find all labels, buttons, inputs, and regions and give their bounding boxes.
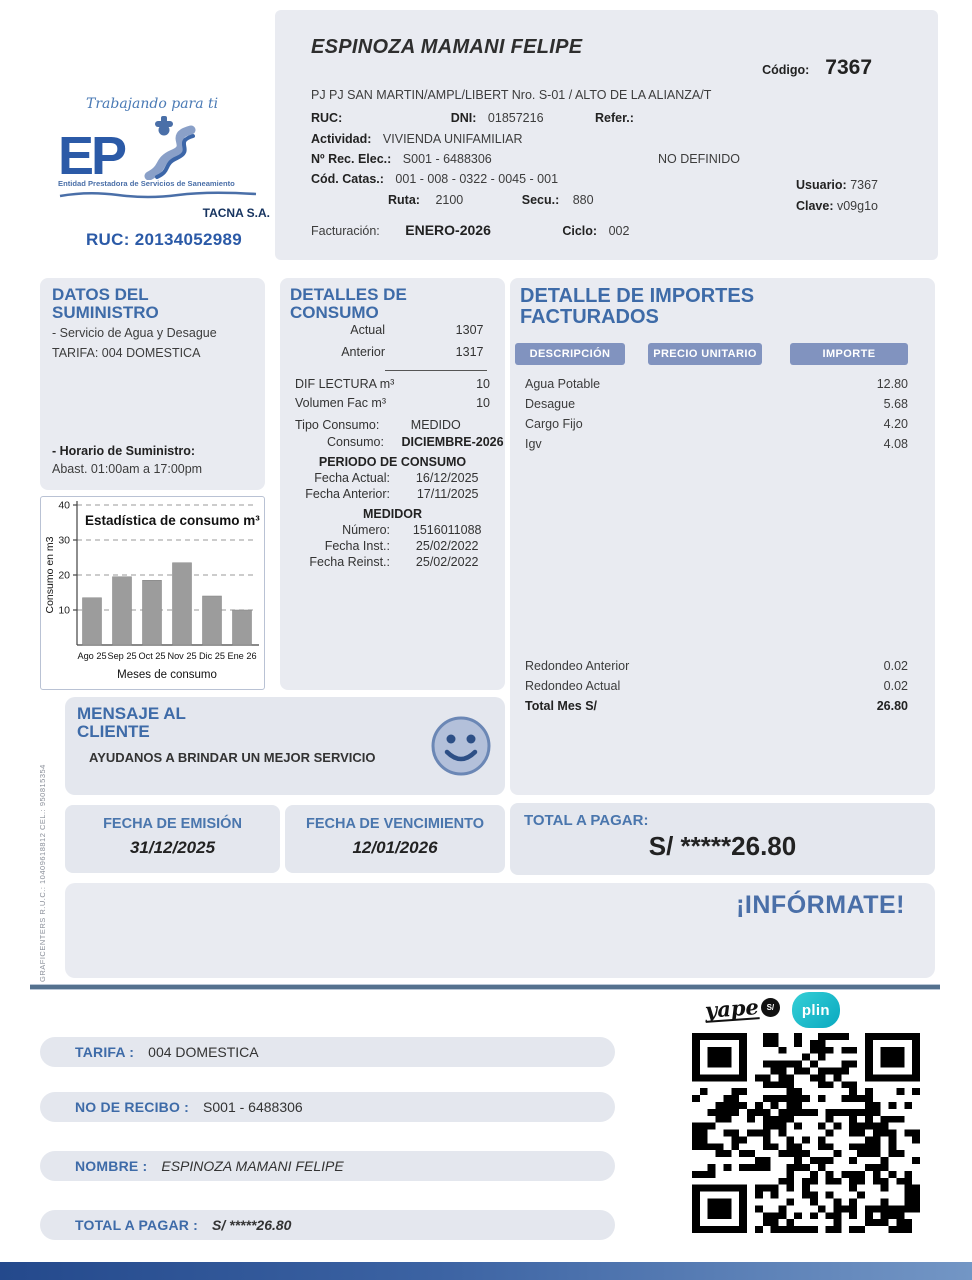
charges-title: DETALLE DE IMPORTES FACTURADOS <box>520 285 755 328</box>
svg-text:Dic 25: Dic 25 <box>198 651 226 661</box>
dni-value: 01857216 <box>487 111 544 125</box>
section-divider <box>30 984 940 990</box>
actividad-row <box>311 132 523 146</box>
smiley-icon <box>429 714 493 778</box>
consumo-value: DICIEMBRE-2026 <box>401 435 504 449</box>
rec-elec-value: S001 - 6488306 <box>402 152 492 166</box>
logo-wave-icon <box>58 191 258 201</box>
ciclo-value: 002 <box>608 224 630 238</box>
supply-schedule-label: - Horario de Suministro: <box>52 444 196 458</box>
usuario-row <box>796 178 878 192</box>
bottom-accent-bar <box>0 1262 972 1280</box>
svg-text:30: 30 <box>58 534 70 547</box>
charge-item-row <box>510 434 935 454</box>
logo-subtitle: Entidad Prestadora de Servicios de Saneamiento <box>58 179 235 188</box>
due-date-value: 12/01/2026 <box>352 838 438 857</box>
customer-name: ESPINOZA MAMANI FELIPE <box>311 36 583 58</box>
due-date-label: FECHA DE VENCIMIENTO <box>305 816 485 832</box>
column-header-importe: IMPORTE <box>790 343 908 365</box>
inst-label: Fecha Inst.: <box>324 539 390 553</box>
footer-row-value: S/ *****26.80 <box>212 1217 292 1233</box>
charge-name: Redondeo Actual <box>525 679 621 693</box>
actividad-value: VIVIENDA UNIFAMILIAR <box>382 132 523 146</box>
periodo-title: PERIODO DE CONSUMO <box>318 455 467 469</box>
emission-date-panel <box>65 805 280 873</box>
charge-amount: 4.08 <box>883 437 908 451</box>
total-due-label: TOTAL A PAGAR: <box>524 812 649 829</box>
clave-value: v09g1o <box>836 199 878 213</box>
message-title: MENSAJE AL CLIENTE <box>77 704 186 741</box>
logo-river-faucet-icon <box>124 114 200 180</box>
emission-date-value: 31/12/2025 <box>129 838 216 857</box>
usuario-value: 7367 <box>850 178 878 192</box>
svg-text:Ago 25: Ago 25 <box>77 651 107 661</box>
consumption-chart <box>40 496 265 690</box>
svg-text:Oct 25: Oct 25 <box>138 651 166 661</box>
total-due-panel <box>510 803 935 875</box>
facturacion-value: ENERO-2026 <box>405 222 491 238</box>
supply-title: DATOS DEL SUMINISTRO <box>52 285 159 322</box>
refer-label: Refer.: <box>595 111 634 125</box>
footer-row-total-a-pagar <box>40 1210 615 1240</box>
fecha-actual-value: 16/12/2025 <box>415 471 479 485</box>
supply-panel <box>40 278 265 490</box>
footer-row-value: 004 DOMESTICA <box>148 1044 259 1060</box>
consumo-label: Consumo: <box>327 435 384 449</box>
payment-logos <box>705 992 840 1028</box>
codigo-block <box>762 56 872 80</box>
total-mes-value: 26.80 <box>876 699 908 713</box>
fecha-anterior-value: 17/11/2025 <box>416 487 479 501</box>
svg-text:Ene 26: Ene 26 <box>227 651 257 661</box>
charge-name: Agua Potable <box>525 377 601 391</box>
charge-amount: 0.02 <box>883 679 908 693</box>
charge-item-row <box>510 394 935 414</box>
actividad-label: Actividad: <box>311 132 372 146</box>
no-definido: NO DEFINIDO <box>658 152 740 166</box>
svg-text:40: 40 <box>58 499 70 512</box>
dni-label: DNI: <box>450 111 477 125</box>
charge-item-row <box>510 374 935 394</box>
actual-value: 1307 <box>455 323 484 337</box>
company-ruc: RUC: 20134052989 <box>85 230 242 250</box>
codigo-value: 7367 <box>825 56 872 79</box>
total-mes-label: Total Mes S/ <box>525 699 598 713</box>
actual-label: Actual <box>350 323 385 337</box>
anterior-value: 1317 <box>455 345 484 359</box>
footer-row-no-de-recibo <box>40 1092 615 1122</box>
svg-text:Sep 25: Sep 25 <box>107 651 137 661</box>
message-panel <box>65 697 505 795</box>
consumption-title: DETALLES DE CONSUMO <box>290 285 407 322</box>
emission-date-label: FECHA DE EMISIÓN <box>103 816 242 832</box>
catas-label: Cód. Catas.: <box>311 172 384 186</box>
reinst-label: Fecha Reinst.: <box>309 555 390 569</box>
catas-value: 001 - 008 - 0322 - 0045 - 001 <box>395 172 559 186</box>
svg-text:Nov 25: Nov 25 <box>167 651 197 661</box>
anterior-label: Anterior <box>341 345 385 359</box>
ruta-secu-row <box>388 193 594 207</box>
secu-label: Secu.: <box>521 193 560 207</box>
charge-amount: 4.20 <box>883 417 908 431</box>
charge-amount: 5.68 <box>883 397 908 411</box>
footer-row-nombre <box>40 1151 615 1181</box>
footer-row-value: ESPINOZA MAMANI FELIPE <box>161 1158 344 1174</box>
supply-schedule-value: Abast. 01:00am a 17:00pm <box>52 462 203 476</box>
rounding-item-row <box>510 656 935 676</box>
logo-tagline: Trabajando para ti <box>86 96 219 112</box>
plin-logo: plin <box>792 992 840 1028</box>
vol-value: 10 <box>476 396 490 410</box>
consumption-panel <box>280 278 505 690</box>
footer-row-tarifa <box>40 1037 615 1067</box>
informate-panel <box>65 883 935 978</box>
inst-value: 25/02/2022 <box>415 539 479 553</box>
yape-logo: yape S/ <box>705 998 780 1023</box>
charges-panel <box>510 278 935 795</box>
dif-value: 10 <box>476 377 490 391</box>
ruta-label: Ruta: <box>388 193 420 207</box>
column-header-precio-unitario: PRECIO UNITARIO <box>648 343 762 365</box>
medidor-title: MEDIDOR <box>362 507 423 521</box>
charge-item-row <box>510 414 935 434</box>
svg-text:10: 10 <box>58 604 70 617</box>
vol-label: Volumen Fac m³ <box>295 396 387 410</box>
total-due-value: S/ *****26.80 <box>648 831 797 861</box>
message-body: AYUDANOS A BRINDAR UN MEJOR SERVICIO <box>89 750 376 765</box>
charge-amount: 0.02 <box>883 659 908 673</box>
rounding-item-row <box>510 676 935 696</box>
yape-badge-icon: S/ <box>761 998 780 1017</box>
customer-address: PJ PJ SAN MARTIN/AMPL/LIBERT Nro. S-01 / ALTO DE LA ALIANZA/T <box>311 88 712 102</box>
svg-text:Meses de consumo: Meses de consumo <box>117 669 217 681</box>
supply-service: - Servicio de Agua y Desague <box>52 326 217 340</box>
footer-row-label: NO DE RECIBO : <box>75 1099 190 1115</box>
facturacion-row <box>311 222 629 238</box>
column-header-descripcion: DESCRIPCIÓN <box>515 343 625 365</box>
reinst-value: 25/02/2022 <box>415 555 479 569</box>
charge-name: Cargo Fijo <box>525 417 583 431</box>
due-date-panel <box>285 805 505 873</box>
header-panel <box>275 10 938 260</box>
rounding-rows <box>510 656 935 696</box>
footer-row-label: TOTAL A PAGAR : <box>75 1217 199 1233</box>
print-shop-credit: GRAFICENTERS R.U.C.: 10409618812 CEL.: 950815354 <box>38 764 47 982</box>
numero-label: Número: <box>342 523 390 537</box>
charge-amount: 12.80 <box>876 377 908 391</box>
tipo-value: MEDIDO <box>410 418 461 432</box>
clave-row <box>796 199 878 213</box>
ruc-dni-row <box>311 111 911 125</box>
charge-name: Redondeo Anterior <box>525 659 630 673</box>
fecha-actual-label: Fecha Actual: <box>314 471 390 485</box>
ciclo-label: Ciclo: <box>562 224 598 238</box>
ruta-value: 2100 <box>435 193 464 207</box>
charge-name: Desague <box>525 397 576 411</box>
footer-row-value: S001 - 6488306 <box>203 1099 303 1115</box>
footer-row-label: NOMBRE : <box>75 1158 148 1174</box>
fecha-anterior-label: Fecha Anterior: <box>305 487 390 501</box>
svg-text:Consumo en m3: Consumo en m3 <box>44 536 56 614</box>
ruc-label: RUC: <box>311 111 343 125</box>
svg-text:20: 20 <box>58 569 70 582</box>
rec-elec-label: Nº Rec. Elec.: <box>311 152 392 166</box>
svg-text:Estadística de consumo m³: Estadística de consumo m³ <box>85 513 260 528</box>
numero-value: 1516011088 <box>412 523 482 537</box>
codigo-label: Código: <box>762 63 810 77</box>
payment-qr-code <box>692 1033 920 1233</box>
supply-tariff: TARIFA: 004 DOMESTICA <box>52 346 201 360</box>
logo-city: TACNA S.A. <box>202 206 270 221</box>
facturacion-label: Facturación: <box>311 224 380 238</box>
tipo-label: Tipo Consumo: <box>295 418 380 432</box>
codigo-catastral-row <box>311 172 558 186</box>
recibo-electronico-row <box>311 152 492 166</box>
charge-name: Igv <box>525 437 542 451</box>
logo-eps-text: EP <box>58 126 125 187</box>
usuario-label: Usuario: <box>796 178 847 192</box>
footer-row-label: TARIFA : <box>75 1044 135 1060</box>
charges-rows <box>510 374 935 454</box>
dif-label: DIF LECTURA m³ <box>295 377 395 391</box>
company-logo-block <box>58 96 270 250</box>
secu-value: 880 <box>572 193 594 207</box>
informate-text: ¡INFÓRMATE! <box>736 891 905 919</box>
reading-divider <box>385 370 487 371</box>
clave-label: Clave: <box>795 199 834 213</box>
